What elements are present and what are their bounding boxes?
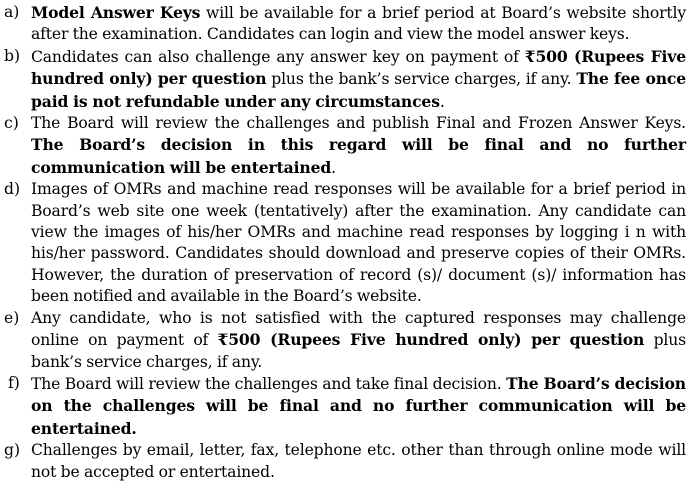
list-marker: g) [4,441,21,460]
plain-text: The Board will review the challenges and take final decision. [31,374,507,393]
plain-text: . [331,158,336,177]
bold-text: The Board’s decision in this regard will be final and no further communication will be entertained [31,135,686,177]
list-item-text [31,179,686,307]
list-item-f [4,373,686,440]
list-item-b [4,46,686,113]
bold-text: Model Answer Keys [31,3,201,22]
list-marker: c) [4,114,19,133]
list-item-text [31,373,686,440]
list-marker: d) [4,180,21,199]
plain-text: will be available for a brief period at Board’s website shortly after the examination. Candidates can login and view the model answer keys. [31,4,686,44]
list-item-text [31,113,686,179]
bold-text: ₹500 (Rupees Five hundred only) per question [31,46,686,89]
list-marker: e) [4,308,20,327]
list-marker: a) [4,3,20,21]
plain-text: Candidates can also challenge any answer key on payment of [31,47,525,66]
list-item-d [4,179,686,307]
list-item-text [31,308,686,373]
bold-text: The Board’s decision on the challenges will be final and no further communication will be entertained. [31,373,686,438]
list-item-a [4,2,686,46]
bold-text: ₹500 (Rupees Five hundred only) per question [217,330,645,350]
list-item-text [31,440,686,483]
plain-text: Any candidate, who is not satisfied with the captured responses may challenge online on payment of [31,308,686,350]
bold-text: The fee once paid is not refundable under any circumstances [31,69,687,111]
plain-text: The Board will review the challenges and publish Final and Frozen Answer Keys. [31,114,686,133]
list-item-text [31,2,686,46]
plain-text: Challenges by email, letter, fax, telephone etc. other than through online mode will not be accepted or entertained. [31,441,686,481]
plain-text: . [439,92,445,111]
plain-text: plus bank’s service charges, if any. [31,331,686,371]
plain-text: Images of OMRs and machine read responses will be available for a brief period in Board’s web site one week (tentatively) after the examination. Any candidate can view the images of his/her OMRs and machine read responses by logging i n with his/her password. Candidates should download and preserve copies of their OMRs. However, the duration of preservation of record (s)/ document (s)/ information has been notified and available in the Board’s website. [31,180,686,306]
plain-text: plus the bank’s service charges, if any. [266,70,577,89]
list-marker: b) [4,46,21,65]
list-marker: f) [8,373,20,392]
list-item-c [4,113,686,179]
list-item-e [4,308,686,373]
list-item-text [31,46,686,113]
list-item-g [4,440,686,483]
